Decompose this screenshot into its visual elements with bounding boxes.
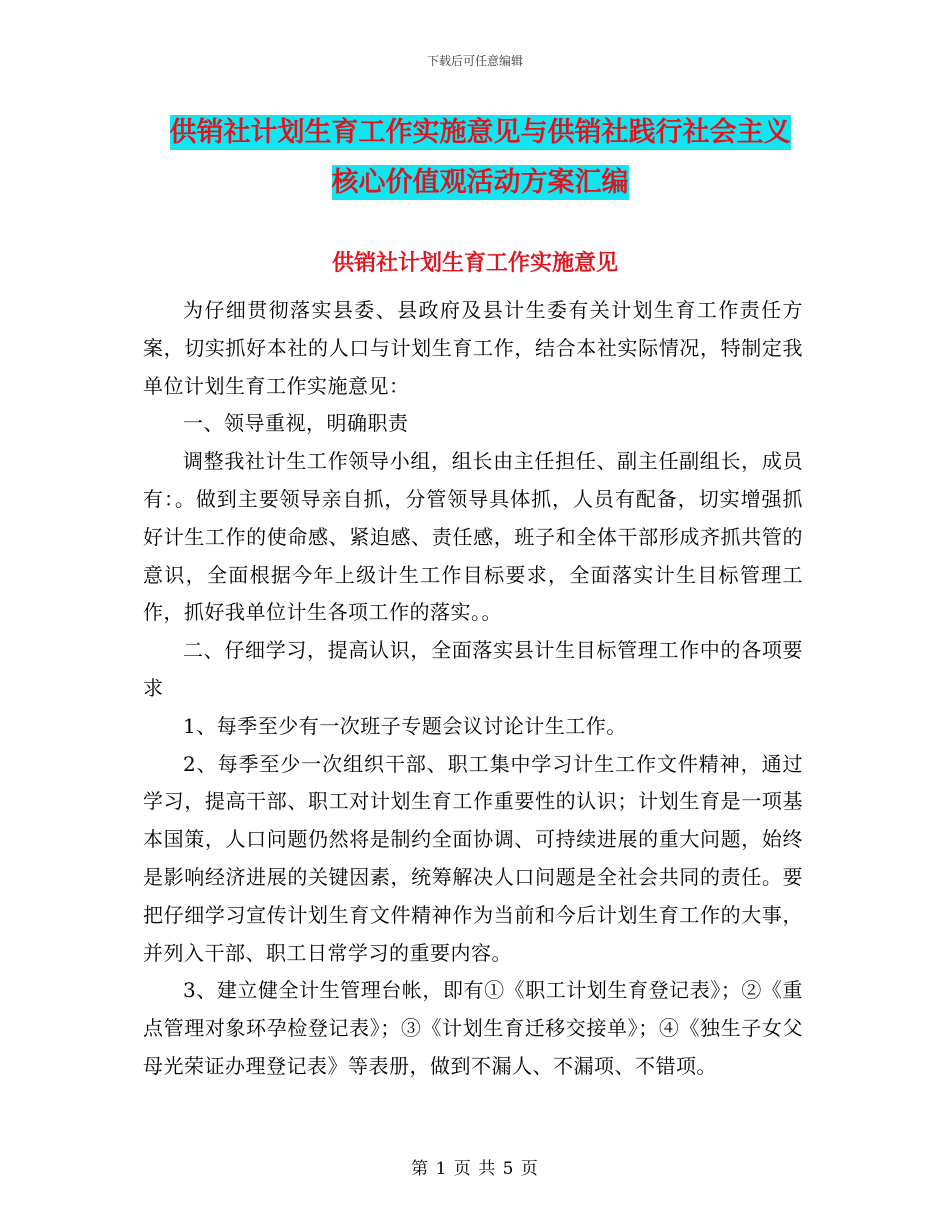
title-line-1: 供销社计划生育工作实施意见与供销社践行社会主义 (169, 117, 791, 148)
item-1: 1、每季至少有一次班子专题会议讨论计生工作。 (183, 713, 627, 738)
page-number: 第 1 页 共 5 页 (411, 1159, 539, 1179)
paragraph-intro: 为仔细贯彻落实县委、县政府及县计生委有关计划生育工作责任方案，切实抓好本社的人口与计划生育工作，结合本社实际情况，特制定我单位计划生育工作实施意见： (143, 298, 803, 398)
document-title (140, 108, 820, 208)
item-3: 3、建立健全计生管理台帐，即有①《职工计划生育登记表》；②《重点管理对象环孕检登记表》；③《计划生育迁移交接单》；④《独生子女父母光荣证办理登记表》等表册，做到不漏人、不漏项、不错项。 (143, 978, 803, 1078)
title-line-2: 核心价值观活动方案汇编 (331, 167, 629, 198)
paragraph-leadership: 调整我社计生工作领导小组，组长由主任担任、副主任副组长，成员有：。做到主要领导亲自抓，分管领导具体抓，人员有配备，切实增强抓好计生工作的使命感、紧迫感、责任感，班子和全体干部形成齐抓共管的意识，全面根据今年上级计生工作目标要求，全面落实计生目标管理工作，抓好我单位计生各项工作的落实。。 (143, 449, 803, 625)
heading-one: 一、领导重视，明确职责 (183, 411, 409, 436)
item-2: 2、每季至少一次组织干部、职工集中学习计生工作文件精神，通过学习，提高干部、职工对计划生育工作重要性的认识；计划生育是一项基本国策，人口问题仍然将是制约全面协调、可持续进展的重大问题，始终是影响经济进展的关键因素，统筹解决人口问题是全社会共同的责任。要把仔细学习宣传计划生育文件精神作为当前和今后计划生育工作的大事，并列入干部、职工日常学习的重要内容。 (143, 751, 803, 965)
heading-two: 二、仔细学习，提高认识，全面落实县计生目标管理工作中的各项要求 (143, 638, 803, 700)
header-note: 下载后可任意编辑 (426, 54, 523, 68)
section-title: 供销社计划生育工作实施意见 (331, 251, 618, 276)
body-text (143, 292, 803, 1086)
